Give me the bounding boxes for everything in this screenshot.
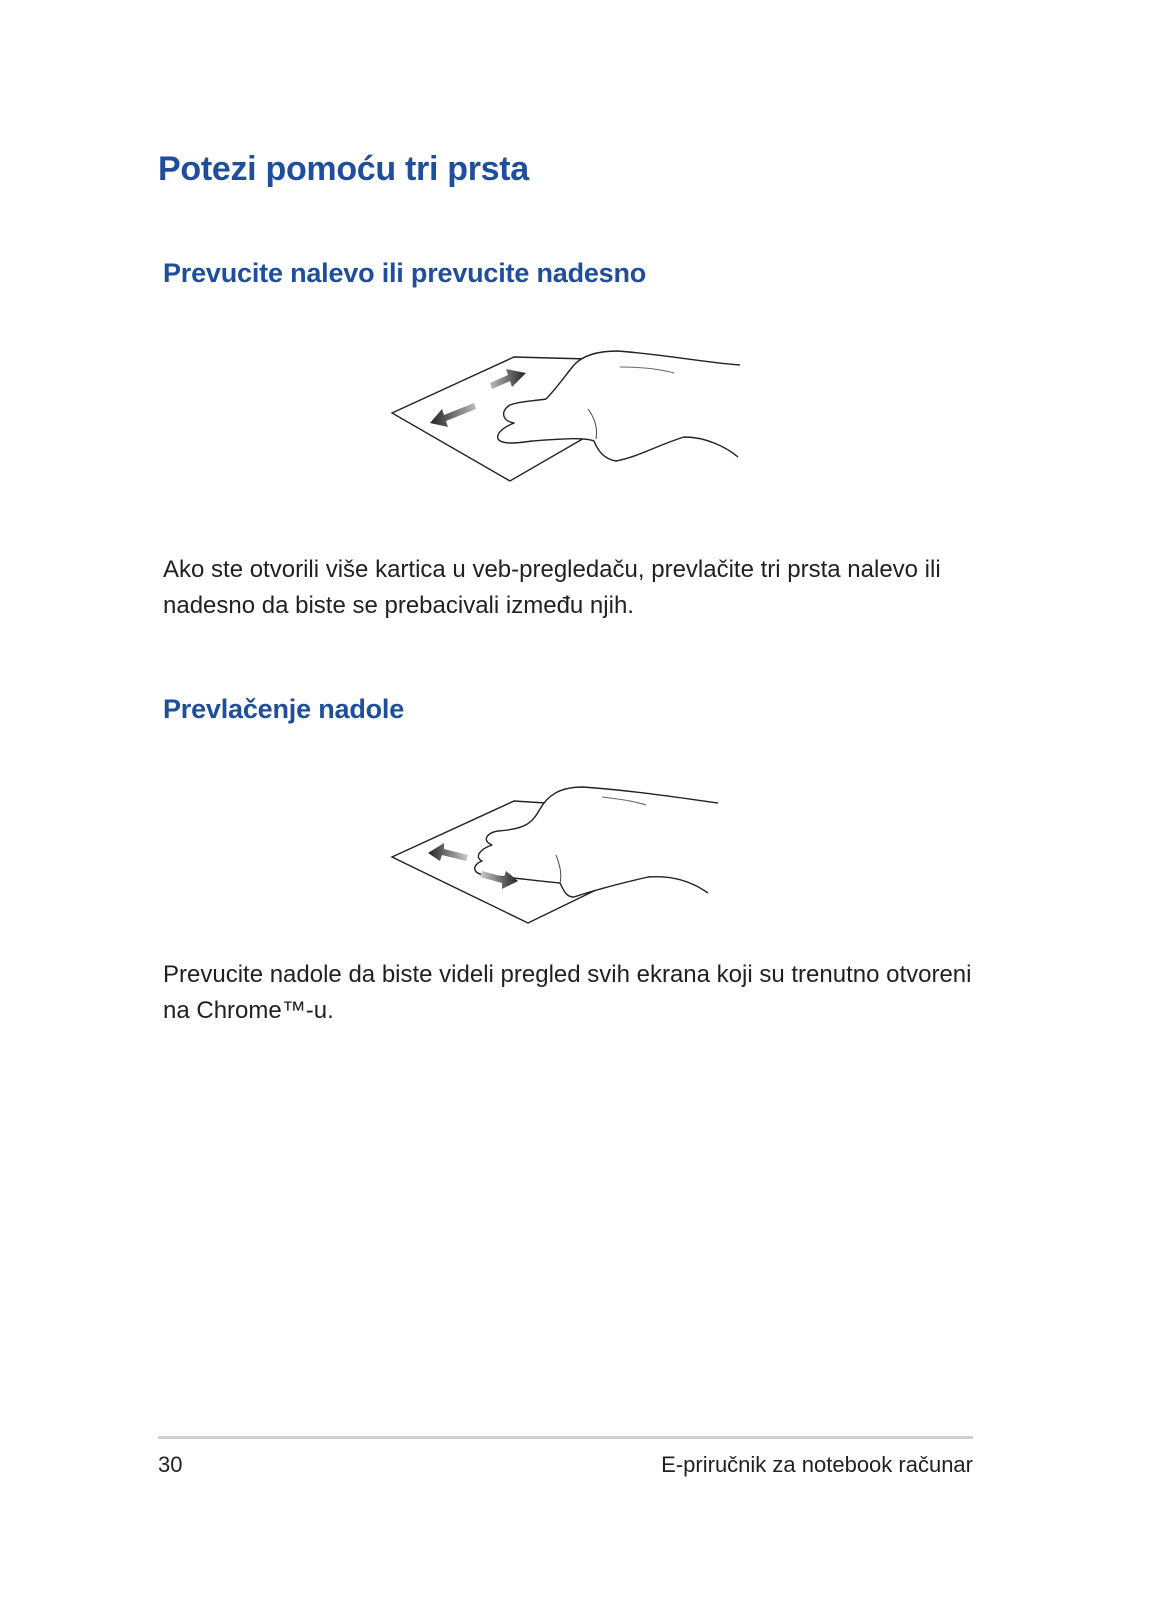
section-text-swipe-down: Prevucite nadole da biste videli pregled svih ekrana koji su trenutno otvoreni na Chrome™-u. — [163, 961, 972, 1024]
three-finger-swipe-left-right-illustration — [388, 345, 748, 485]
footer-title: E-priručnik za notebook računar — [661, 1452, 973, 1477]
footer-rule — [158, 1436, 973, 1439]
section-heading-swipe-down: Prevlačenje nadole — [163, 694, 405, 724]
page-number: 30 — [158, 1452, 183, 1477]
three-finger-swipe-down-illustration — [388, 785, 723, 925]
section-text-swipe-left-right: Ako ste otvorili više kartica u veb-pregledaču, prevlačite tri prsta nalevo ili nadesno da biste se prebacivali između njih. — [163, 556, 941, 619]
section-heading-swipe-left-right: Prevucite nalevo ili prevucite nadesno — [163, 258, 647, 288]
page-title: Potezi pomoću tri prsta — [158, 150, 529, 188]
